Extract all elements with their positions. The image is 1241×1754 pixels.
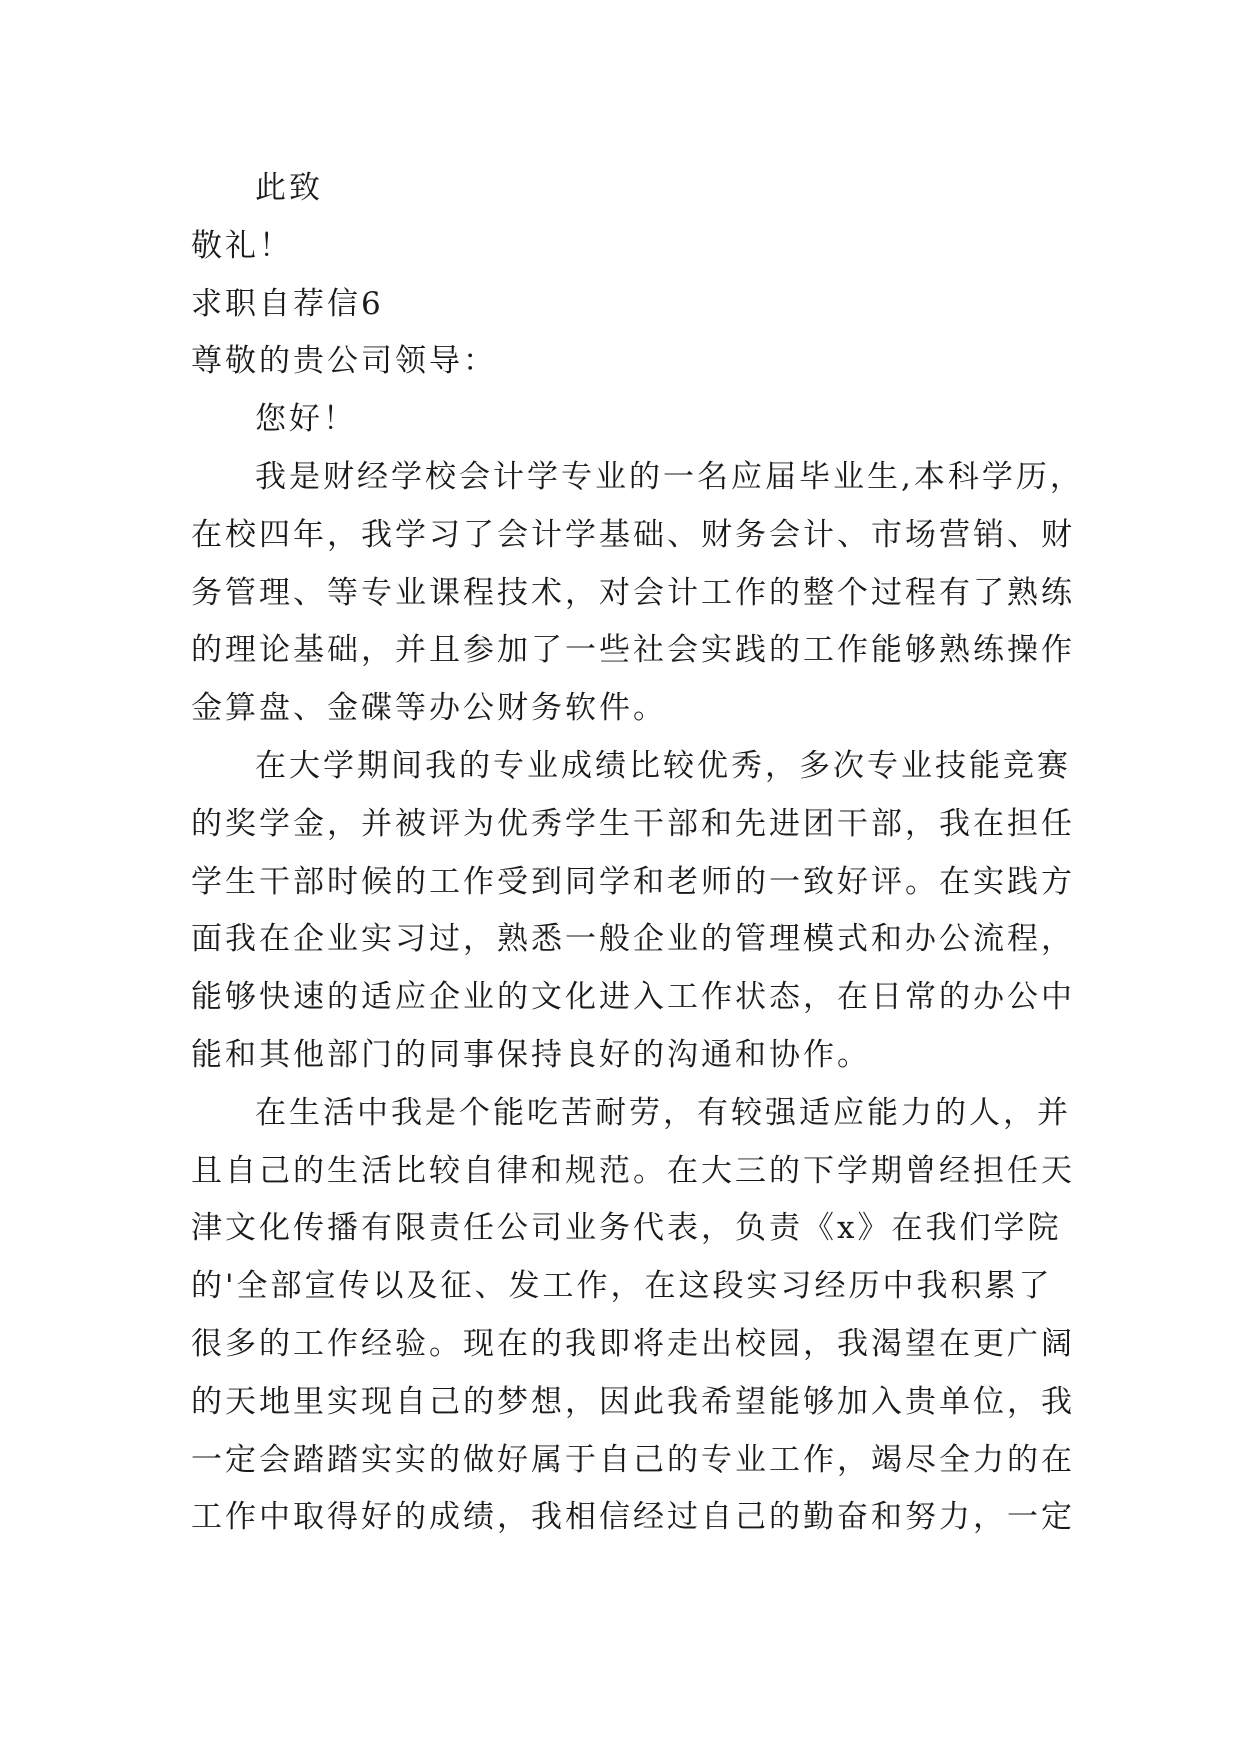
paragraph-line: 能够快速的适应企业的文化进入工作状态，在日常的办公中 <box>191 979 1075 1016</box>
paragraph-line: 津文化传播有限责任公司业务代表，负责《x》在我们学院 <box>191 1210 1062 1247</box>
paragraph-line: 在生活中我是个能吃苦耐劳，有较强适应能力的人，并 <box>255 1094 1071 1131</box>
letter-addressee: 尊敬的贵公司领导： <box>191 343 497 380</box>
paragraph-line: 很多的工作经验。现在的我即将走出校园，我渴望在更广阔 <box>191 1325 1075 1362</box>
paragraph-line: 能和其他部门的同事保持良好的沟通和协作。 <box>191 1036 871 1073</box>
closing-salutation: 此致 <box>255 170 323 206</box>
paragraph-line: 务管理、等专业课程技术，对会计工作的整个过程有了熟练 <box>191 574 1075 611</box>
paragraph-line: 的理论基础，并且参加了一些社会实践的工作能够熟练操作 <box>191 632 1075 669</box>
paragraph-line: 且自己的生活比较自律和规范。在大三的下学期曾经担任天 <box>191 1152 1075 1189</box>
paragraph-line: 金算盘、金碟等办公财务软件。 <box>191 690 667 727</box>
paragraph-line: 我是财经学校会计学专业的一名应届毕业生,本科学历， <box>255 458 1084 495</box>
paragraph-line: 工作中取得好的成绩，我相信经过自己的勤奋和努力，一定 <box>191 1499 1075 1536</box>
paragraph-line: 的天地里实现自己的梦想，因此我希望能够加入贵单位，我 <box>191 1383 1075 1420</box>
document-body <box>191 160 1084 1547</box>
paragraph-line: 的'全部宣传以及征、发工作，在这段实习经历中我积累了 <box>191 1268 1053 1305</box>
paragraph-line: 一定会踏踏实实的做好属于自己的专业工作，竭尽全力的在 <box>191 1441 1075 1478</box>
paragraph-line: 的奖学金，并被评为优秀学生干部和先进团干部，我在担任 <box>191 805 1075 842</box>
letter-greeting: 您好！ <box>255 401 357 438</box>
paragraph-line: 在大学期间我的专业成绩比较优秀，多次专业技能竞赛 <box>255 747 1071 784</box>
paragraph-line: 学生干部时候的工作受到同学和老师的一致好评。在实践方 <box>191 863 1075 900</box>
closing-regards: 敬礼！ <box>191 227 293 264</box>
paragraph-line: 面我在企业实习过，熟悉一般企业的管理模式和办公流程， <box>191 921 1075 958</box>
paragraph-line: 在校四年，我学习了会计学基础、财务会计、市场营销、财 <box>191 516 1075 553</box>
letter-title: 求职自荐信6 <box>191 285 384 322</box>
